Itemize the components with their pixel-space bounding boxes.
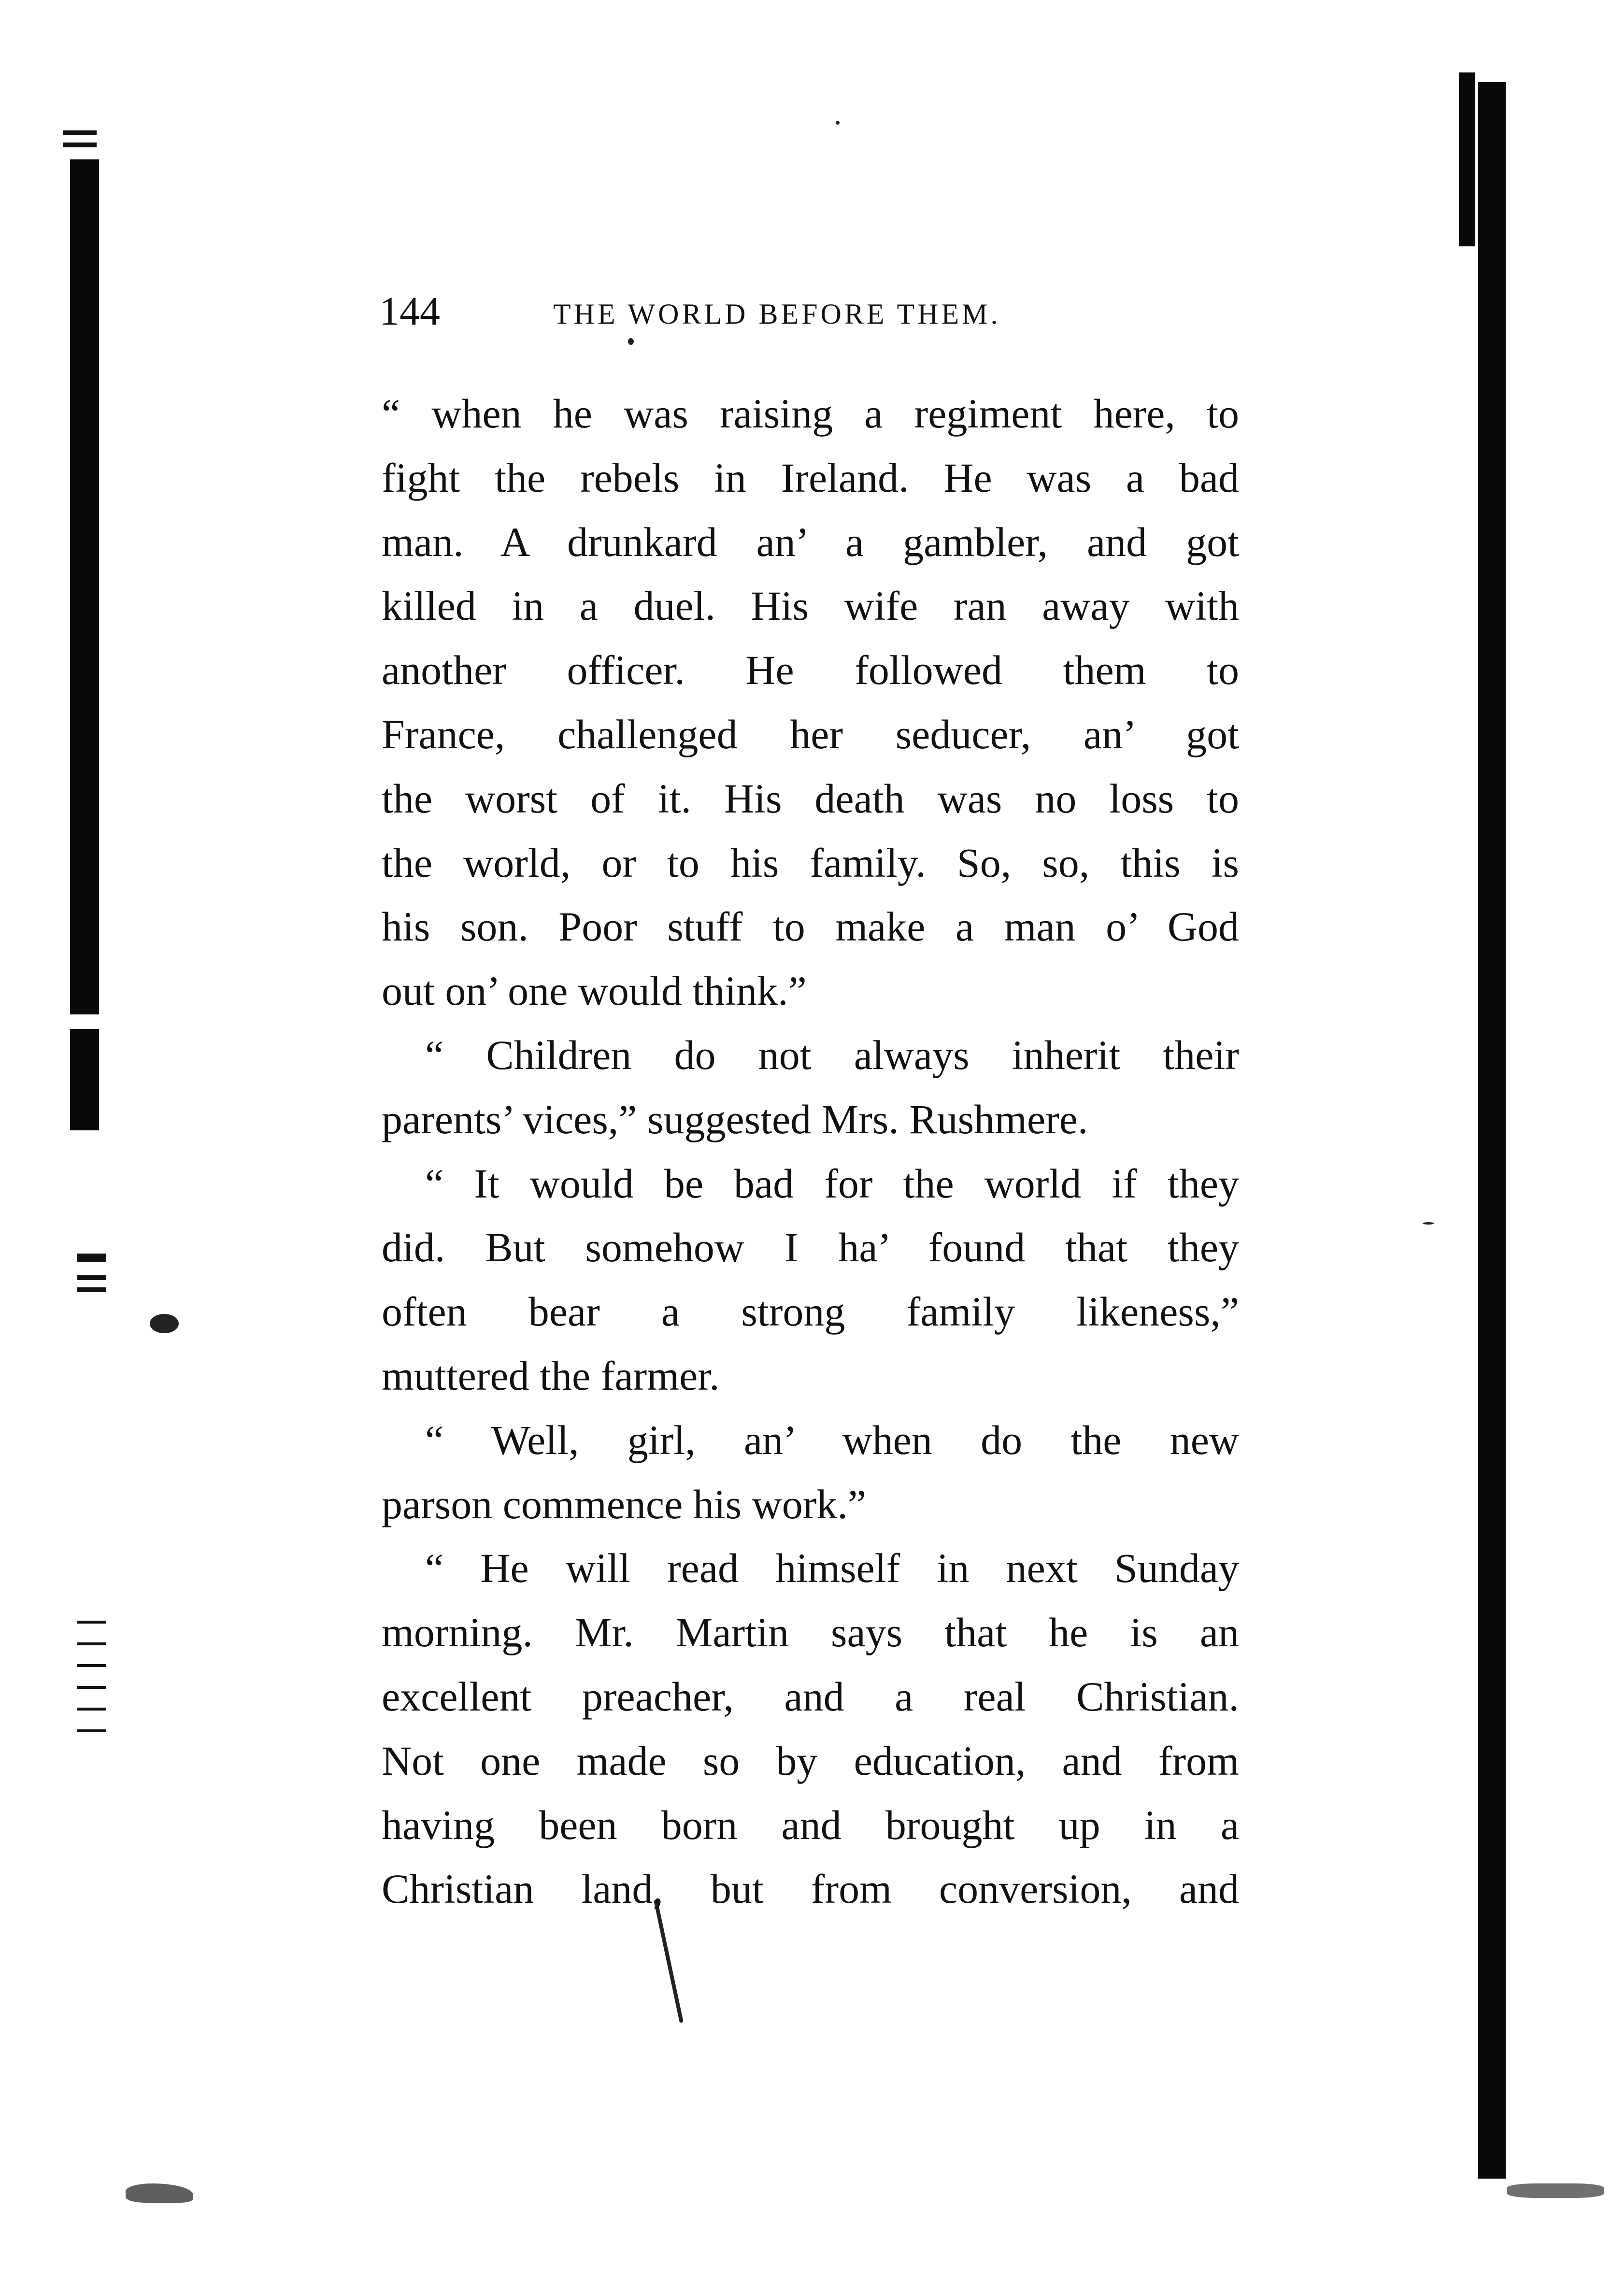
text-line: “ when he was raising a regiment here, to — [382, 390, 1239, 437]
scan-smudge — [126, 2183, 193, 2203]
text-line: often bear a strong family likeness,” — [382, 1288, 1239, 1335]
ink-speck — [1423, 1222, 1434, 1225]
text-line: “ Well, girl, an’ when do the new — [425, 1416, 1239, 1463]
text-line: Christian land, but from conversion, and — [382, 1866, 1239, 1912]
text-line: having been born and brought up in a — [382, 1801, 1239, 1848]
text-line: “ It would be bad for the world if they — [425, 1160, 1239, 1207]
scan-tick — [77, 1708, 106, 1711]
scan-tick — [77, 1621, 106, 1624]
scan-tick — [77, 1642, 106, 1645]
text-line: fight the rebels in Ireland. He was a bad — [382, 454, 1239, 501]
text-line: morning. Mr. Martin says that he is an — [382, 1609, 1239, 1656]
text-line: excellent preacher, and a real Christian. — [382, 1673, 1239, 1720]
text-line: parents’ vices,” suggested Mrs. Rushmere. — [382, 1096, 1088, 1142]
text-line: did. But somehow I ha’ found that they — [382, 1224, 1239, 1271]
scan-tick — [63, 143, 97, 147]
ink-speck — [628, 338, 634, 345]
text-line: parson commence his work.” — [382, 1481, 867, 1527]
text-line: another officer. He followed them to — [382, 647, 1239, 694]
scan-edge-left-lower — [70, 1029, 99, 1130]
scan-edge-left — [70, 159, 99, 1014]
text-line: Not one made so by education, and from — [382, 1737, 1239, 1784]
scan-tick — [77, 1686, 106, 1689]
page-header — [379, 285, 1229, 338]
text-line: the worst of it. His death was no loss to — [382, 775, 1239, 822]
text-line: man. A drunkard an’ a gambler, and got — [382, 518, 1239, 565]
ink-speck — [836, 121, 840, 125]
scan-tick — [77, 1729, 106, 1732]
running-head: THE WORLD BEFORE THEM. — [553, 298, 1001, 330]
scan-tick — [77, 1275, 106, 1280]
scan-tick — [63, 130, 97, 135]
scan-tick — [77, 1664, 106, 1667]
scan-edge-right — [1478, 82, 1506, 2179]
body-text — [382, 382, 1239, 1921]
text-line: muttered the farmer. — [382, 1352, 720, 1399]
scan-tick — [77, 1287, 106, 1292]
ink-blot — [150, 1314, 179, 1333]
text-line: France, challenged her seducer, an’ got — [382, 711, 1239, 757]
text-line: the world, or to his family. So, so, this is — [382, 839, 1239, 886]
text-line: “ He will read himself in next Sunday — [425, 1545, 1239, 1592]
text-line: out on’ one would think.” — [382, 968, 807, 1014]
text-line: “ Children do not always inherit their — [425, 1031, 1239, 1078]
scan-tick — [77, 1254, 106, 1262]
scan-edge-right-top — [1459, 72, 1475, 246]
page-number: 144 — [379, 289, 440, 334]
scan-smudge — [1507, 2183, 1604, 2198]
text-line: his son. Poor stuff to make a man o’ God — [382, 903, 1239, 950]
text-line: killed in a duel. His wife ran away with — [382, 583, 1239, 629]
